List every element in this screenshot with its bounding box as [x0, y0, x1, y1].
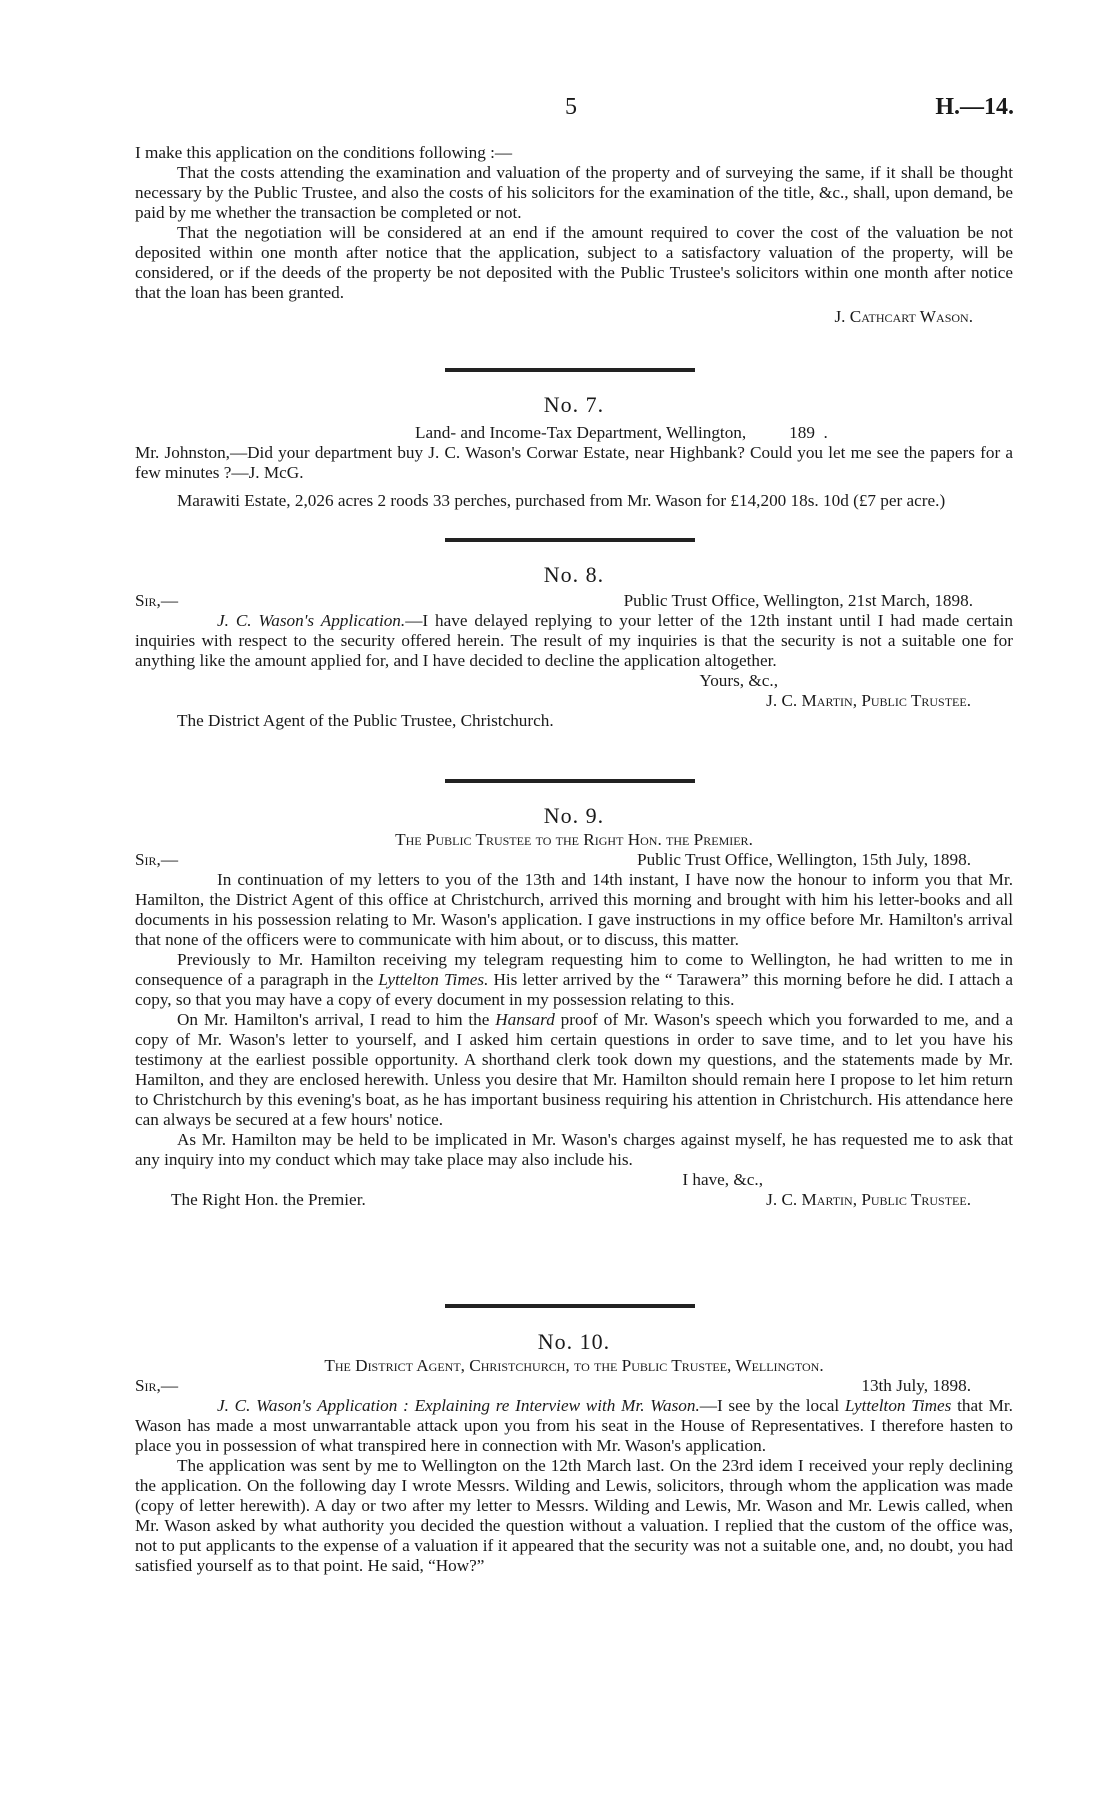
condition-negotiation: That the negotiation will be considered at an end if the amount required to cover the cost of the valuation be not deposited within one month after notice that the application, subject to a satisfactory valuation of the property, will be considered, or if the deeds of the property be not deposited with the Public Trustee's solicitors within one month after notice that the loan has been granted.: [135, 223, 1013, 302]
section-divider: [445, 538, 695, 542]
estate-note: Marawiti Estate, 2,026 acres 2 roods 33 perches, purchased from Mr. Wason for £14,200 18s. 10d (£7 per acre.): [177, 491, 946, 510]
letter-heading: The Public Trustee to the Right Hon. the Premier.: [395, 830, 753, 849]
subject: J. C. Wason's Application.: [217, 611, 406, 630]
newspaper-name: Lyttelton Times.: [378, 970, 489, 989]
section-no-9: [135, 803, 1013, 1210]
section-divider: [445, 368, 695, 372]
paragraph-4: As Mr. Hamilton may be held to be implicated in Mr. Wason's charges against myself, he has requested me to ask that any inquiry into my conduct which may take place may also include his.: [135, 1130, 1013, 1169]
hansard-ref: Hansard: [495, 1010, 555, 1029]
dateline: Public Trust Office, Wellington, 21st March, 1898.: [623, 591, 973, 610]
paragraph-3-cont: proof of Mr. Wason's speech which you forwarded to me, and a copy of Mr. Wason's letter to yourself, and I asked him certain questions in order to save time, and to let you have his testimony at the earliest possible opportunity. A shorthand clerk took down my questions, and the statements made by Mr. Hamilton, and they are enclosed herewith. Unless you desire that Mr. Hamilton should remain here I propose to let him return to Christchurch by this evening's boat, as he has important business requiring his attention in Christchurch. His attendance here can always be secured at a few hours' notice.: [135, 1010, 1013, 1129]
page-number: 5: [565, 94, 577, 120]
section-title: No. 9.: [543, 803, 605, 828]
addressee: The Right Hon. the Premier.: [171, 1190, 366, 1209]
paragraph-1: In continuation of my letters to you of the 13th and 14th instant, I have now the honour to inform you that Mr. Hamilton, the District Agent of this office at Christchurch, arrived this morning and brought with him his letter-books and all documents in his possession relating to Mr. Wason's application. I gave instructions in my office before Mr. Hamilton's arrival that none of the officers were to communicate with him about, or to discuss, this matter.: [135, 870, 1013, 949]
paragraph-2: The application was sent by me to Wellington on the 12th March last. On the 23rd idem I received your reply declining the application. On the following day I wrote Messrs. Wilding and Lewis, solicitors, through whom the application was made (copy of letter herewith). A day or two after my letter to Messrs. Wilding and Lewis, Mr. Wason and Mr. Lewis called, when Mr. Wason asked by what authority you decided the question without a valuation. I replied that the custom of the office was, not to put applicants to the expense of a valuation if it appeared that the security was not a suitable one, and, no doubt, you had satisfied yourself as to that point. He said, “How?”: [135, 1456, 1013, 1575]
condition-costs: That the costs attending the examination and valuation of the property and of surveying the same, if it shall be thought necessary by the Public Trustee, and also the costs of his solicitors for the examination of the title, &c., shall, upon demand, be paid by me whether the transaction be completed or not.: [135, 163, 1013, 222]
section-divider: [445, 779, 695, 783]
closing: Yours, &c.,: [699, 671, 778, 690]
signature: J. C. Martin, Public Trustee.: [766, 1190, 971, 1209]
paragraph-3: On Mr. Hamilton's arrival, I read to him the: [177, 1010, 496, 1029]
salutation: Sir,—: [135, 850, 179, 869]
section-divider: [445, 1304, 695, 1308]
conditions-intro: I make this application on the conditions following :—: [135, 143, 513, 162]
section-title: No. 8.: [543, 562, 605, 587]
salutation: Sir,—: [135, 1376, 179, 1395]
signature: J. C. Martin, Public Trustee.: [766, 691, 971, 710]
section-no-8: [135, 562, 1013, 731]
addressee: The District Agent of the Public Trustee, Christchurch.: [177, 711, 554, 730]
memo-text: Mr. Johnston,—Did your department buy J. C. Wason's Corwar Estate, near Highbank? Could you let me see the papers for a few minutes ?—J. McG.: [135, 443, 1013, 482]
closing: I have, &c.,: [682, 1170, 763, 1189]
dateline: Land- and Income-Tax Department, Wellington, 189 .: [415, 423, 828, 442]
section-application-conditions: [135, 143, 1013, 327]
subject: J. C. Wason's Application : Explaining re Interview with Mr. Wason.: [217, 1396, 700, 1415]
dateline: Public Trust Office, Wellington, 15th July, 1898.: [637, 850, 971, 869]
paragraph-2: Previously to Mr. Hamilton receiving my telegram requesting him to come to Wellington, he had written to me in consequence of a paragraph in the: [135, 950, 1013, 989]
paragraph-1-cont: that Mr. Wason has made a most unwarrantable attack upon you from his seat in the House of Representatives. I therefore hasten to place you in possession of what transpired here in connection with Mr. Wason's application.: [135, 1396, 1013, 1455]
newspaper-name: Lyttelton Times: [844, 1396, 952, 1415]
section-title: No. 10.: [537, 1329, 611, 1354]
letter-heading: The District Agent, Christchurch, to the Public Trustee, Wellington.: [324, 1356, 824, 1375]
paragraph-1: —I see by the local: [699, 1396, 845, 1415]
salutation: Sir,—: [135, 591, 179, 610]
section-no-10: [135, 1329, 1013, 1576]
signature-wason: J. Cathcart Wason.: [834, 307, 973, 326]
paragraph-2-cont: His letter arrived by the “ Tarawera” this morning before he did. I attach a copy, so that you may have a copy of every document in my possession relating to this.: [135, 970, 1013, 1009]
letter-body: —I have delayed replying to your letter of the 12th instant until I had made certain inquiries with respect to the security offered herein. The result of my inquiries is that the security is not a suitable one for anything like the amount applied for, and I have decided to decline the application altogether.: [135, 611, 1013, 670]
section-no-7: [135, 392, 1013, 511]
document-code: H.—14.: [935, 94, 1014, 120]
date: 13th July, 1898.: [861, 1376, 971, 1395]
section-title: No. 7.: [543, 392, 605, 417]
